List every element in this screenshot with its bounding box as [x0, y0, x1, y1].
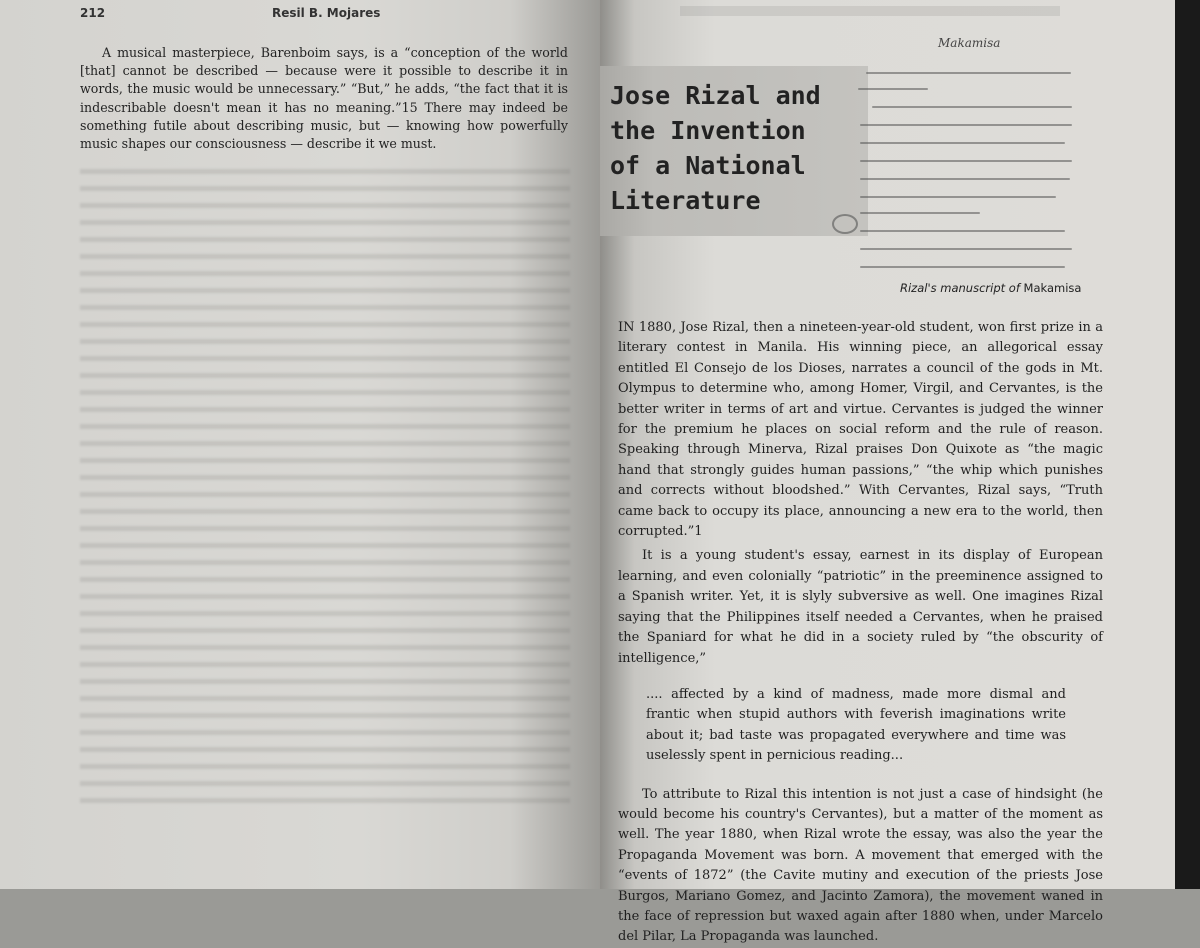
- manuscript-image: [858, 36, 1083, 276]
- handwriting-line: [860, 230, 1065, 232]
- chapter-title: [610, 78, 870, 218]
- handwriting-line: [872, 106, 1072, 108]
- handwriting-line: [860, 196, 1056, 198]
- page-edge-shadow: [1175, 0, 1200, 889]
- chapter-title-line: the Invention: [610, 116, 806, 145]
- page-number: 212: [80, 6, 106, 20]
- left-page: [0, 0, 600, 889]
- handwriting-line: [860, 160, 1072, 162]
- handwriting-line: [860, 178, 1070, 180]
- show-through-header: [680, 6, 1060, 16]
- caption-work-title: Makamisa: [1023, 281, 1082, 295]
- right-page: [600, 0, 1175, 945]
- left-paragraph: A musical masterpiece, Barenboim says, is a “conception of the world [that] cannot be described — because were it possible to describe it in words, the music would be unnecessary.” “But,” he adds, “the fact that it is indescribable doesn't mean it has no meaning.”15 There may indeed be something futile about describing music, but — knowing how powerfully music shapes our consciousness — describe it we must.: [80, 45, 568, 152]
- right-page-body: [618, 318, 1103, 948]
- caption-text: Rizal's manuscript of: [900, 281, 1024, 295]
- handwriting-line: [860, 212, 980, 214]
- body-paragraph: IN 1880, Jose Rizal, then a nineteen-year-old student, won first prize in a literary contest in Manila. His winning piece, an allegorical essay entitled El Consejo de los Dioses, narrates a council of the gods in Mt. Olympus to determine who, among Homer, Virgil, and Cervantes, is the better writer in terms of art and virtue. Cervantes is judged the winner for the premium he places on social reform and the rule of reason. Speaking through Minerva, Rizal praises Don Quixote as “the magic hand that strongly guides human passions,” “the whip which punishes and corrects without bloodshed.” With Cervantes, Rizal says, “Truth came back to occupy its place, announcing a new era to the world, then corrupted.”1: [618, 320, 1103, 540]
- manuscript-heading: Makamisa: [938, 36, 1001, 50]
- block-quote: .... affected by a kind of madness, made more dismal and frantic when stupid authors with feverish imaginations write about it; bad taste was propagated everywhere and time was uselessly spent in pernicious reading...: [646, 686, 1066, 764]
- left-page-body: [80, 44, 568, 153]
- handwriting-line: [860, 266, 1065, 268]
- chapter-title-line: Literature: [610, 186, 761, 215]
- chapter-title-line: of a National: [610, 151, 806, 180]
- body-paragraph: To attribute to Rizal this intention is not just a case of hindsight (he would become his country's Cervantes), but a matter of the moment as well. The year 1880, when Rizal wrote the essay, was also the year the Propaganda Movement was born. A movement that emerged with the “events of 1872” (the Cavite mutiny and execution of the priests Jose Burgos, Mariano Gomez, and Jacinto Zamora), the movement waned in the face of repression but waxed again after 1880 when, under Marcelo del Pilar, La Propaganda was launched.: [618, 786, 1103, 945]
- chapter-title-line: Jose Rizal and: [610, 81, 821, 110]
- handwriting-line: [858, 88, 928, 90]
- handwriting-line: [866, 72, 1071, 74]
- figure-caption: [900, 281, 1081, 295]
- body-paragraph: It is a young student's essay, earnest in its display of European learning, and even colonially “patriotic” in the preeminence assigned to a Spanish writer. Yet, it is slyly subversive as well. One imagines Rizal saying that the Philippines itself needed a Cervantes, when he praised the Spaniard for what he did in a society ruled by “the obscurity of intelligence,”: [618, 548, 1103, 666]
- handwriting-line: [860, 124, 1072, 126]
- manuscript-seal-icon: [832, 214, 858, 234]
- handwriting-line: [860, 142, 1065, 144]
- handwriting-line: [860, 248, 1072, 250]
- show-through-text: [80, 160, 570, 810]
- running-head: Resil B. Mojares: [272, 6, 381, 20]
